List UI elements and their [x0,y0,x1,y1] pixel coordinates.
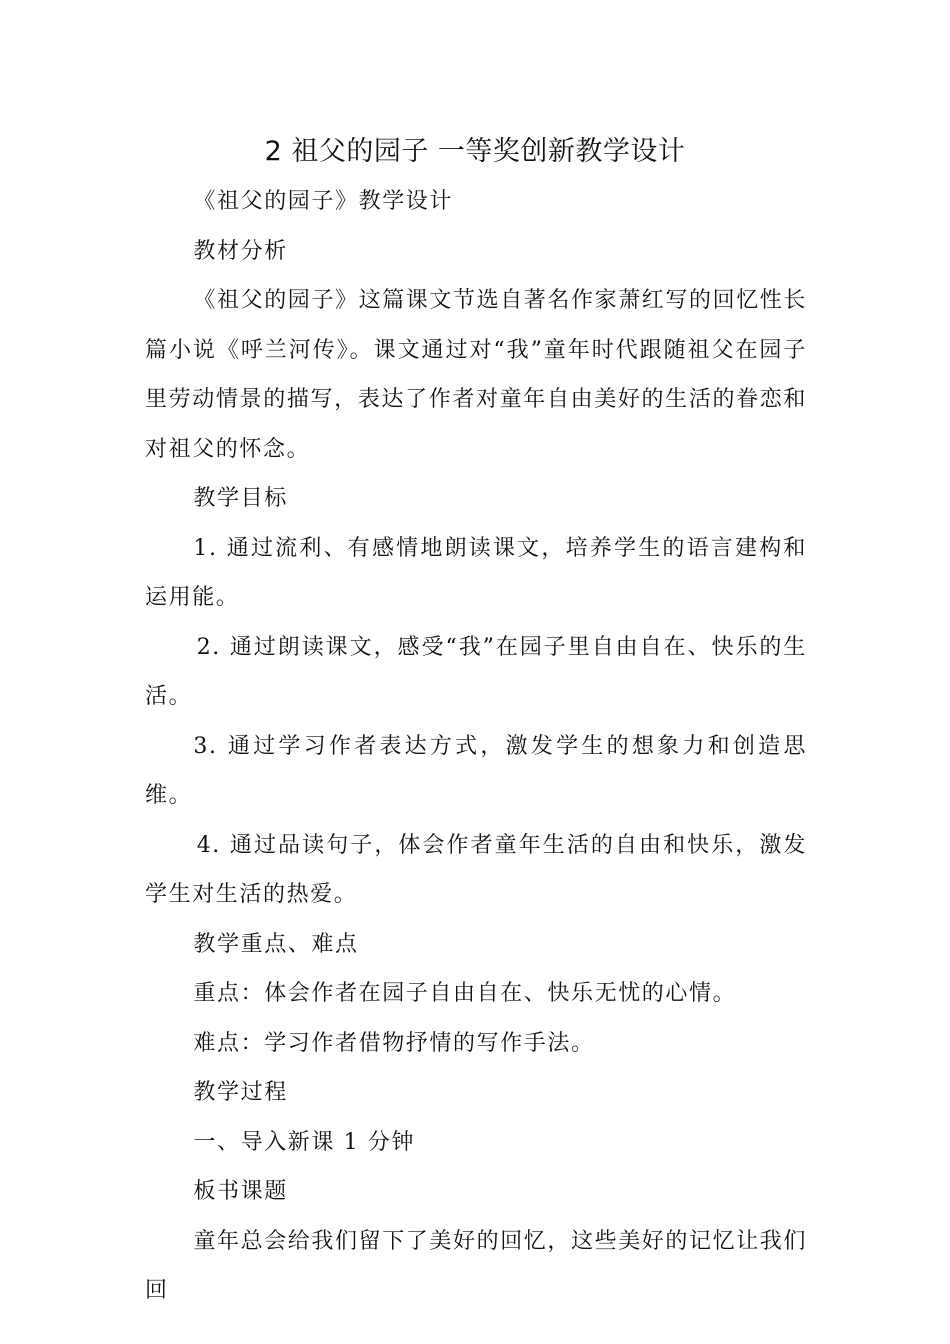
document-title: 2 祖父的园子 一等奖创新教学设计 [264,136,686,167]
material-analysis-paragraph: 《祖父的园子》这篇课文节选自著名作家萧红写的回忆性长篇小说《呼兰河传》。课文通过对“我”童年时代跟随祖父在园子里劳动情景的描写，表达了作者对童年自由美好的生活的眷恋和对祖父的怀念。 [145,288,807,462]
blackboard-title-paragraph: 板书课题 [193,1179,288,1204]
intro-paragraph: 童年总会给我们留下了美好的回忆，这些美好的记忆让我们回 [145,1228,807,1303]
process-step-1-heading: 一、导入新课 1 分钟 [193,1129,415,1155]
document-body [145,177,807,1316]
subtitle-paragraph: 《祖父的园子》教学设计 [193,189,453,214]
goal-item-2: 2. 通过朗读课文，感受“我”在园子里自由自在、快乐的生活。 [145,634,807,709]
goal-item-4: 4. 通过品读句子，体会作者童年生活的自由和快乐，激发学生对生活的热爱。 [145,832,807,907]
section-heading-material-analysis: 教材分析 [193,238,288,264]
goal-item-1: 1. 通过流利、有感情地朗读课文，培养学生的语言建构和运用能。 [145,535,807,610]
difficulty-paragraph: 难点：学习作者借物抒情的写作手法。 [193,1030,595,1056]
section-heading-teaching-goals: 教学目标 [193,486,288,511]
section-heading-teaching-process: 教学过程 [193,1080,288,1105]
goal-item-3: 3. 通过学习作者表达方式，激发学生的想象力和创造思维。 [145,733,807,808]
key-point-paragraph: 重点：体会作者在园子自由自在、快乐无忧的心情。 [193,981,737,1006]
section-heading-key-points: 教学重点、难点 [193,931,359,957]
